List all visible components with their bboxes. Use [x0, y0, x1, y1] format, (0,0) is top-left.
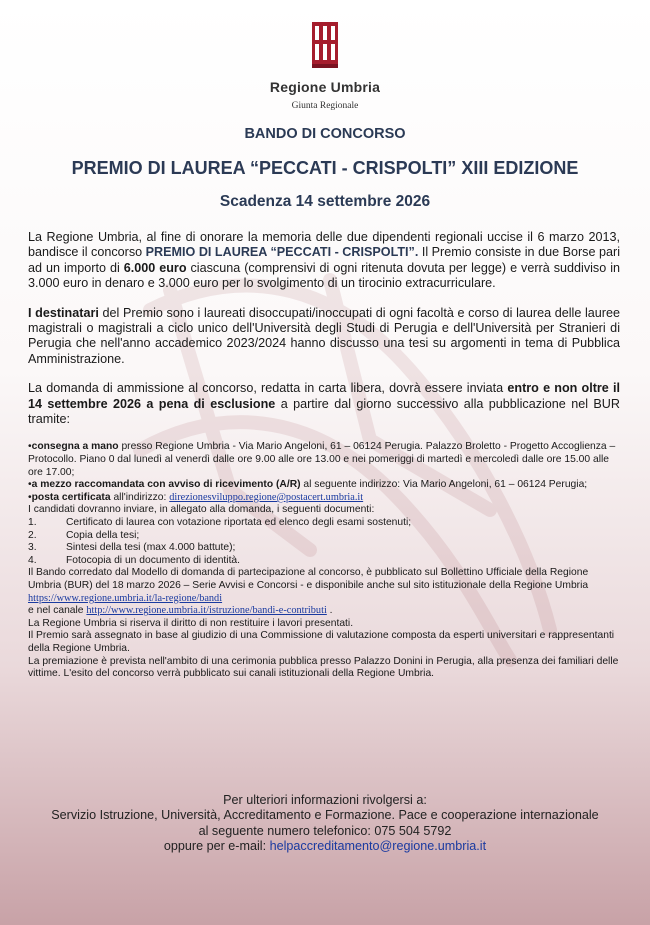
rights-note: La Regione Umbria si riserva il diritto di non restituire i lavori presentati.	[28, 617, 354, 629]
istruzione-link[interactable]: http://www.regione.umbria.it/istruzione/bandi-e-contributi	[86, 605, 327, 617]
channel-note: e nel canale http://www.regione.umbria.it/istruzione/bandi-e-contributi .	[28, 605, 333, 617]
footer-line: al seguente numero telefonico: 075 504 5792	[198, 823, 452, 838]
list-item: •consegna a mano presso Regione Umbria - Via Mario Angeloni, 61 – 06124 Perugia. Palazzo Broletto - Progetto Accoglienza – Protocollo. Piano 0 dal lunedì al venerdì dalle ore 9.00 alle ore 13.00 e nei pomeriggi di martedì e mercoledì dalle ore 15.00 alle ore 17.00;	[28, 441, 616, 478]
list-item: •a mezzo raccomandata con avviso di ricevimento (A/R) al seguente indirizzo: Via Mario Angeloni, 61 – 06124 Perugia;	[28, 479, 588, 491]
contact-email-link[interactable]: helpaccreditamento@regione.umbria.it	[269, 839, 487, 854]
recipients-paragraph: I destinatari del Premio sono i laureati disoccupati/inoccupati di ogni facoltà e corso di laurea delle lauree magistrali o magistrali a ciclo unico dell'Università degli Studi di Perugia e dell'Università per Stranieri di Perugia che nell'anno accademico 2023/2024 hanno discusso una tesi su argomenti in tema di Pubblica Amministrazione.	[28, 305, 621, 366]
footer-line: oppure per e-mail: helpaccreditamento@regione.umbria.it	[163, 839, 487, 854]
jury-note: Il Premio sarà assegnato in base al giudizio di una Commissione di valutazione composta da esperti universitari e rappresentanti della Regione Umbria.	[28, 630, 615, 654]
intro-paragraph: La Regione Umbria, al fine di onorare la memoria delle due dipendenti regionali uccise il 6 marzo 2013, bandisce il concorso PREMIO DI LAUREA “PECCATI - CRISPOLTI”. Il Premio consiste in due Borse pari ad un importo di 6.000 euro ciascuna (comprensivi di ogni ritenuta dovuta per legge) e verrà suddiviso in 3.000 euro in denaro e 3.000 euro per lo svolgimento di un tirocinio extracurriculare.	[28, 230, 621, 291]
list-item: 3. Sintesi della tesi (max 4.000 battute);	[28, 542, 236, 554]
org-subtitle: Giunta Regionale	[291, 101, 359, 111]
list-item: 4. Fotocopia di un documento di identità.	[28, 554, 241, 566]
ceremony-note: La premiazione è prevista nell'ambito di una cerimonia pubblica presso Palazzo Donini in Perugia, alla presenza dei familiari delle vittime. L'esito del concorso verrà pubblicato sui canali istituzionali della Regione Umbria.	[28, 655, 619, 680]
list-item: 2. Copia della tesi;	[28, 529, 140, 541]
main-content	[28, 230, 620, 681]
bandi-link[interactable]: https://www.regione.umbria.it/la-regione/bandi	[28, 592, 223, 604]
list-item: 1. Certificato di laurea con votazione riportata ed elenco degli esami sostenuti;	[28, 517, 412, 529]
header	[0, 22, 650, 111]
footer-line: Servizio Istruzione, Università, Accreditamento e Formazione. Pace e cooperazione internazionale	[51, 808, 599, 823]
list-item: •posta certificata all'indirizzo: direzionesviluppo.regione@postacert.umbria.it	[28, 491, 364, 503]
delivery-methods	[28, 441, 620, 680]
footer-line: Per ulteriori informazioni rivolgersi a:	[223, 793, 427, 807]
prize-name: PREMIO DI LAUREA “PECCATI - CRISPOLTI”.	[145, 245, 419, 260]
prize-amount: 6.000 euro	[123, 260, 187, 275]
contact-footer	[40, 793, 610, 855]
publication-note: Il Bando corredato dal Modello di domanda di partecipazione al concorso, è pubblicato sul Bollettino Ufficiale della Regione Umbria (BUR) del 18 marzo 2026 – Serie Avvisi e Concorsi - e disponibile anche sul sito istituzionale della Regione Umbria https://www.regione.umbria.it/la-regione/bandi	[28, 567, 589, 604]
documents-intro: I candidati dovranno inviare, in allegato alla domanda, i seguenti documenti:	[28, 504, 375, 516]
deadline-emphasis: entro e non oltre il 14 settembre 2026 a pena di esclusione	[28, 381, 620, 411]
title-kicker: BANDO DI CONCORSO	[244, 126, 406, 142]
deadline-heading: Scadenza 14 settembre 2026	[219, 193, 431, 210]
pec-email-link[interactable]: direzionesviluppo.regione@postacert.umbria.it	[169, 491, 364, 503]
page-title: PREMIO DI LAUREA “PECCATI - CRISPOLTI” XIII EDIZIONE	[71, 158, 579, 178]
regione-umbria-emblem-icon	[310, 22, 340, 68]
org-name: Regione Umbria	[269, 79, 381, 95]
application-paragraph: La domanda di ammissione al concorso, redatta in carta libera, dovrà essere inviata entro e non oltre il 14 settembre 2026 a pena di esclusione a partire dal giorno successivo alla pubblicazione nel BUR tramite:	[28, 381, 620, 427]
